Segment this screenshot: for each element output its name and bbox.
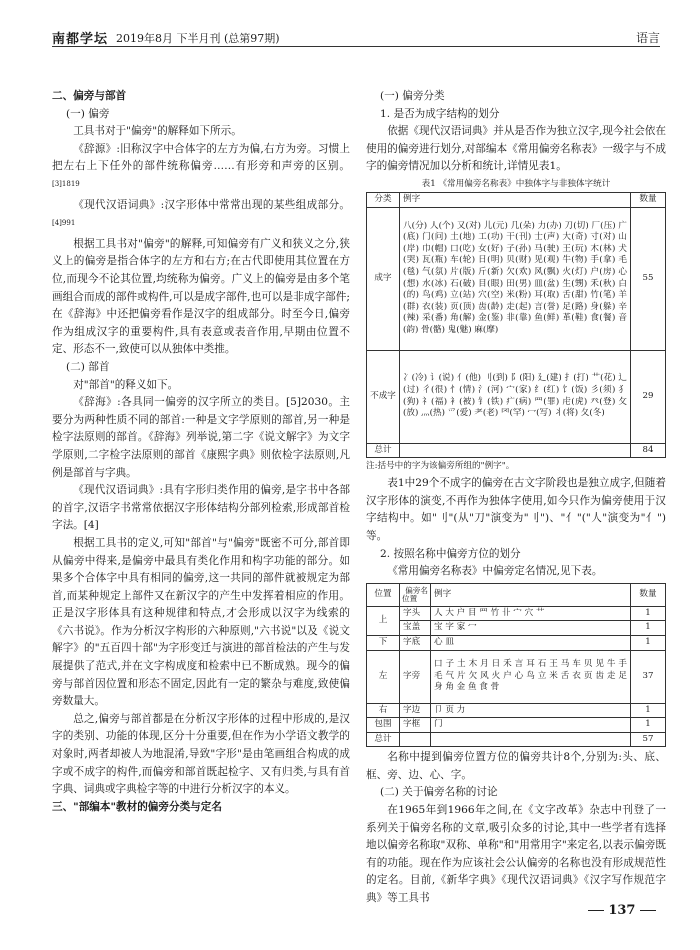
page-number-dash	[640, 910, 656, 911]
table-cell-empty	[431, 732, 631, 747]
page-header	[52, 26, 660, 47]
table-cell-total: 84	[631, 443, 666, 458]
table-header: 例字	[400, 192, 631, 207]
section-heading-3: 三、"部编本"教材的偏旁分类与定名	[52, 800, 222, 813]
table-row	[367, 703, 666, 718]
paragraph: 工具书对于"偏旁"的解释如下所示。	[73, 125, 242, 138]
table-1	[366, 192, 666, 458]
subheading-character-structure: 1. 是否为成字结构的划分	[380, 107, 500, 120]
table-cell-total: 57	[631, 732, 666, 747]
subheading-naming-discussion: (二) 关于偏旁名称的讨论	[380, 786, 498, 799]
paragraph	[52, 197, 350, 236]
left-column	[52, 88, 350, 816]
issue-info: 2019年8月 下半月刊 (总第97期)	[116, 32, 280, 45]
table-header-row	[367, 583, 666, 606]
table-cell-count: 37	[631, 650, 666, 703]
paragraph: 《常用偏旁名称表》中偏旁定名情况,见下表。	[387, 565, 603, 578]
subheading-position: 2. 按照名称中偏旁方位的划分	[380, 547, 521, 560]
table-cell-count: 1	[631, 621, 666, 636]
table-cell-examples: 门	[431, 718, 631, 733]
diag-label-bottom: 位置	[402, 594, 418, 604]
table-cell-position: 包围	[367, 718, 400, 733]
journal-name: 南都学坛	[52, 32, 109, 47]
table-cell-position: 右	[367, 703, 400, 718]
table-cell-category: 成字	[367, 207, 400, 350]
section-name: 语言	[635, 31, 660, 45]
table-row	[367, 207, 666, 350]
table-header: 分类	[367, 192, 400, 207]
right-column	[366, 88, 666, 908]
table-cell-position: 下	[367, 635, 400, 650]
table-row	[367, 635, 666, 650]
table-total-row	[367, 732, 666, 747]
table-cell-name: 字框	[400, 718, 431, 733]
table1-note: 注:括号中的字为该偏旁所组的"例字"。	[366, 461, 515, 472]
table-header-diagonal	[400, 583, 431, 606]
table-cell-count: 1	[631, 718, 666, 733]
paragraph: 对"部首"的释义如下。	[73, 378, 179, 391]
paragraph-text: 《现代汉语词典》:汉字形体中常常出现的某些组成部分。	[73, 199, 350, 212]
table-row	[367, 606, 666, 621]
table-cell-examples: 宝 字 家 冖	[431, 621, 631, 636]
table-cell-empty	[400, 732, 431, 747]
paragraph: 依据《现代汉语词典》并从是否作为独立汉字,现今社会依在使用的偏旁进行划分,对部编本《常用偏旁名称表》一级字与不成字的偏旁情况加以分析和统计,详情见表1。	[366, 125, 666, 173]
table-cell-count: 29	[631, 350, 666, 443]
table-total-row	[367, 443, 666, 458]
table-cell-examples: 人 大 户 目 罒 竹 卝 宀 穴 艹	[431, 606, 631, 621]
section-heading-2: 二、偏旁与部首	[52, 90, 127, 102]
table-row	[367, 650, 666, 703]
table-cell-examples: 八(分) 人(个) 又(对) 儿(元) 几(朵) 力(办) 刀(切) 厂(压) 广(底) 门(问) 土(地) 工(功) 干(刊) 士(声) 大(奇) 寸(对) 山(岸) 巾(帽) 口(吃) 女(好) 子(孙) 马(驶) 王(玩) 木(林) 犬(哭) 瓦(瓶) 车(轮) 日(明) 贝(财) 见(观) 牛(物) 手(拿) 毛(毯) 气(氛) 片(版) 斤(新) 欠(欢) 风(飘) 火(灯) 户(房) 心(想) 水(冰) 石(破) 目(眼) 田(男) 皿(盆) 生(甥) 禾(秋) 白(的) 鸟(鸡) 立(站) 穴(空) 米(粉) 耳(取) 舌(甜) 竹(笔) 羊(群) 衣(装) 页(顶) 齿(龄) 走(起) 言(誉) 足(路) 身(躲) 辛(辣) 采(番) 角(解) 金(鉴) 非(靠) 鱼(鲜) 革(鞋) 食(餐) 音(韵) 骨(骼) 鬼(魅) 麻(摩)	[400, 207, 631, 350]
table-cell-name: 字旁	[400, 650, 431, 703]
citation: [3]1819	[52, 179, 80, 188]
page-number-value: 137	[608, 903, 636, 918]
table1-caption: 表1 《常用偏旁名称表》中独体字与非独体字统计	[421, 178, 611, 189]
table-cell-name: 字底	[400, 635, 431, 650]
diag-label-top: 偏旁名	[405, 585, 428, 595]
paragraph: 《辞海》:各具同一偏旁的汉字所立的类目。[5]2030。主要分为两种性质不同的部首:一种是文字学原则的部首,另一种是检字法原则的部首。《辞海》列举说,第二字《说文解字》为文字学原则,二字检字法原则的部首《康熙字典》则依检字法原则,凡例是部首与字典。	[52, 396, 350, 479]
table-header: 例字	[431, 583, 631, 606]
table-cell-name: 字头	[400, 606, 431, 621]
subheading-bushou: (二) 部首	[66, 360, 110, 373]
citation: [4]991	[52, 218, 76, 227]
page-number	[588, 903, 656, 918]
subheading-radical: (一) 偏旁	[66, 107, 110, 120]
table-row	[367, 718, 666, 733]
paragraph: 根据工具书的定义,可知"部首"与"偏旁"既密不可分,部首即从偏旁中得来,是偏旁中最具有类化作用和构字功能的部分。如果多个合体字中具有相同的偏旁,这一共同的部件就被规定为部首,而某种规定上部件又在新汉字的产生中发挥着相应的作用。正是汉字形体具有这种规律和特点,才会形成以汉字为线索的《六书说》。作为分析汉字构形的六种原则,"六书说"以及《说文解字》的"五百四十部"为字形变迁与演进的部首检法的产生与发展提供了范式,并在文字构成度和检索中已不断成熟。现今的偏旁与部首因位置和形态不固定,因此有一定的繁杂与难度,致使偏旁数量大。	[52, 536, 350, 708]
paragraph	[52, 141, 350, 197]
table-cell-count: 55	[631, 207, 666, 350]
paragraph: 在1965年到1966年之间,在《文字改革》杂志中刊登了一系列关于偏旁名称的文章,吸引众多的讨论,其中一些学者有选择地以偏旁名称取"双称、单称"和"用常用字"来定名,以表示偏旁既有的功能。现在作为应该社会公认偏旁的名称也没有形成规范性的定名。目前,《新华字典》《现代汉语词典》《汉字写作规范字典》等工具书	[366, 804, 666, 905]
table-cell-position: 上	[367, 606, 400, 635]
table-cell-examples: 冫(冷) 讠(说) 亻(他) 刂(到) 阝(阳) 廴(建) 扌(打) 艹(花) 辶(过) 彳(很) 忄(情) 氵(河) 宀(家) 纟(红) 饣(饭) 彡(须) 犭(狗) 礻(福) 衤(被) 钅(铁) 疒(病) 罒(罪) 虍(虎) 癶(登) 攵(放) 灬(热) 爫(爱) 耂(老) 罓(罕) 冖(写) 丬(将) 夂(冬)	[400, 350, 631, 443]
paragraph: 总之,偏旁与部首都是在分析汉字形体的过程中形成的,是汉字的类别、功能的体现,区分十分重要,但在作为小学语文教学的对象时,两者却被人为地混淆,导致"字形"是由笔画组合构成的成字或不成字的构件,而偏旁和部首既起检字、又有归类,与具有首字典、词典或字典检字等的中进行分析汉字的本义。	[52, 712, 350, 796]
table-cell-examples: 心 皿	[431, 635, 631, 650]
table-cell-total-label: 总计	[367, 443, 400, 458]
table-cell-examples: 卩 页 力	[431, 703, 631, 718]
table-2	[366, 583, 666, 748]
table-cell-name: 宝盖	[400, 621, 431, 636]
table-row	[367, 350, 666, 443]
table-header: 数量	[631, 583, 666, 606]
paragraph: 《现代汉语词典》:具有字形归类作用的偏旁,是字书中各部的首字,汉语字书常常依据汉字形体结构分部列检索,形成部首检字法。[4]	[52, 484, 350, 532]
table-header: 位置	[367, 583, 400, 606]
paragraph: 名称中提到偏旁位置方位的偏旁共计8个,分别为:头、底、框、旁、边、心、字。	[366, 751, 666, 781]
table-cell-count: 1	[631, 635, 666, 650]
table-header: 数量	[631, 192, 666, 207]
table-cell-empty	[400, 443, 631, 458]
table-cell-name: 字边	[400, 703, 431, 718]
table-cell-count: 1	[631, 606, 666, 621]
table-cell-count: 1	[631, 703, 666, 718]
table-cell-category: 不成字	[367, 350, 400, 443]
table-cell-examples: 口 子 土 木 月 日 禾 言 耳 石 王 马 车 贝 见 牛 手 毛 气 片 欠 风 火 户 心 鸟 立 米 舌 衣 页 齿 走 足 身 角 金 鱼 食 骨	[431, 650, 631, 703]
page-number-dash	[588, 910, 604, 911]
table-header-row	[367, 192, 666, 207]
paragraph: 根据工具书对"偏旁"的解释,可知偏旁有广义和狭义之分,狭义上的偏旁是指合体字的左方和右方;在古代即使用其位置在方位,而现今不论其位置,均统称为偏旁。广义上的偏旁是由多个笔画组合而成的部件或构件,可以是成字部件,也可以是非成字部件;在《辞海》中还把偏旁看作是汉字的组成部分。时至今日,偏旁作为组成汉字的重要构件,具有表意或表音作用,早期由位置不定、形态不一,致使可以从独体中类推。	[52, 237, 350, 356]
table-cell-total-label: 总计	[367, 732, 400, 747]
table-cell-position: 左	[367, 650, 400, 703]
paragraph: 表1中29个不成字的偏旁在古文字阶段也是独立成字,但随着汉字形体的演变,不再作为独体字使用,如今只作为偏旁使用于汉字结构中。如"刂"(从"刀"演变为"刂")、"亻"("人"演变为"亻")等。	[366, 477, 666, 542]
paragraph-text: 《辞源》:旧称汉字中合体字的左方为偏,右方为旁。习惯上把左右上下任外的部件统称偏旁……有形旁和声旁的区别。	[52, 142, 350, 173]
table-row	[367, 621, 666, 636]
subheading-classification: (一) 偏旁分类	[380, 90, 445, 102]
